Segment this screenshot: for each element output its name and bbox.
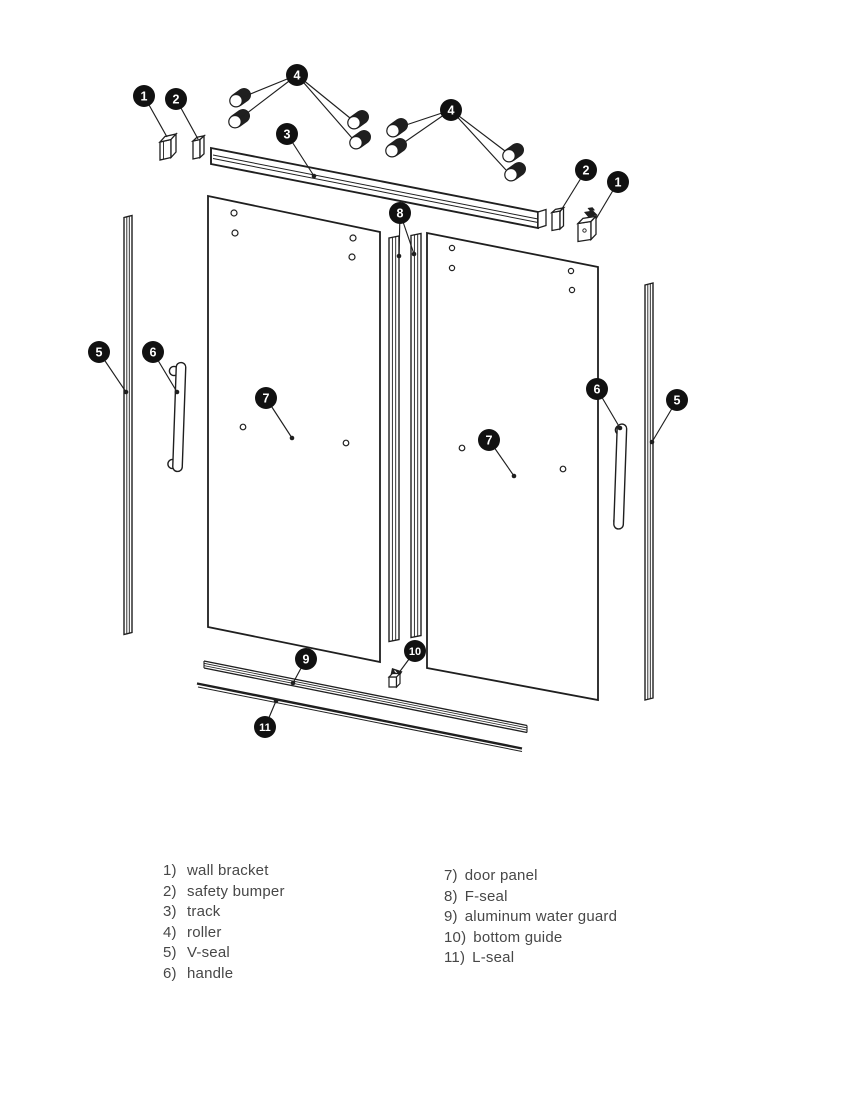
legend-item-label: aluminum water guard [464, 908, 618, 925]
callout-number: 1 [140, 89, 148, 104]
leader-dot [412, 252, 417, 257]
roller-part [505, 169, 519, 181]
roller-part [503, 150, 517, 162]
leader-dot [650, 440, 655, 445]
legend-item-number: 5) [163, 944, 177, 961]
leader-dot [291, 681, 296, 686]
legend-item [163, 964, 285, 985]
callout-number: 4 [293, 68, 301, 83]
callout-number: 6 [593, 382, 601, 397]
legend-item-number: 4) [163, 923, 177, 941]
legend-item-label: wall bracket [187, 862, 269, 879]
callout-number: 6 [149, 345, 157, 360]
roller-part [386, 145, 400, 157]
legend-item-label: door panel [464, 867, 538, 884]
callout-number: 11 [259, 721, 271, 734]
legend-item [444, 907, 617, 928]
legend-item-number: 6) [163, 964, 177, 982]
safety-bumper-left [193, 136, 204, 159]
roller-part [229, 116, 243, 128]
leader-dot [124, 390, 129, 395]
safety-bumper-right [552, 208, 564, 231]
legend-column-right [444, 866, 617, 969]
legend-item [163, 882, 285, 903]
legend-item [444, 887, 617, 908]
leader-dot [312, 174, 317, 179]
callout-number: 2 [582, 163, 590, 178]
leader-dot [618, 426, 623, 431]
callout-number: 1 [614, 175, 622, 190]
legend-item-number: 1) [163, 862, 177, 879]
legend-item-label: track [187, 903, 221, 920]
door-panel-left [208, 196, 380, 662]
v-seal-left [124, 216, 132, 635]
handle-right [614, 424, 627, 529]
legend-item-label: safety bumper [187, 882, 285, 900]
legend-item-number: 2) [163, 882, 177, 900]
door-panel-right [427, 233, 598, 700]
leader-dot [397, 254, 402, 259]
legend-item-label: bottom guide [473, 928, 563, 946]
legend-item-label: handle [187, 964, 234, 982]
legend-item [163, 861, 285, 882]
leader-dot [512, 474, 517, 479]
legend-item [444, 928, 617, 949]
callout-number: 5 [673, 393, 681, 408]
callout-number: 7 [262, 391, 270, 406]
f-seal-strip [389, 236, 399, 642]
legend-item-number: 9) [444, 908, 458, 925]
roller-part [230, 95, 244, 107]
roller-part [348, 117, 362, 129]
leader-dot [290, 436, 295, 441]
legend-item-label: V-seal [187, 944, 230, 961]
callout-number: 2 [172, 92, 180, 107]
callout-number: 9 [302, 652, 310, 667]
handle-left [168, 362, 186, 471]
legend-item [444, 948, 617, 969]
roller-part [387, 125, 401, 137]
leader-line [297, 75, 352, 138]
l-seal [197, 684, 522, 752]
callout-number: 7 [485, 433, 493, 448]
wall-bracket-left [160, 134, 176, 160]
leader-line [451, 110, 506, 170]
legend-item-number: 3) [163, 903, 177, 920]
f-seal-strip [411, 234, 421, 638]
leader-dot [175, 390, 180, 395]
legend-item-number: 10) [444, 928, 467, 946]
legend-item-label: L-seal [472, 949, 515, 966]
v-seal-right [645, 283, 653, 700]
callout-number: 4 [447, 103, 455, 118]
legend-item-label: F-seal [464, 887, 508, 905]
legend-item-number: 8) [444, 887, 458, 905]
callout-number: 3 [283, 127, 291, 142]
legend-column-left [163, 861, 285, 984]
roller-part [350, 137, 364, 149]
callout-number: 5 [95, 345, 103, 360]
legend-item [444, 866, 617, 887]
leader-dot [274, 699, 279, 704]
legend-item [163, 923, 285, 944]
legend-item-label: roller [187, 923, 222, 941]
callout-number: 10 [408, 645, 422, 658]
legend-item-number: 7) [444, 867, 458, 884]
wall-bracket-right [578, 207, 598, 241]
legend-item [163, 902, 285, 923]
legend-item-number: 11) [444, 949, 466, 966]
legend-item [163, 943, 285, 964]
callout-number: 8 [396, 206, 404, 221]
